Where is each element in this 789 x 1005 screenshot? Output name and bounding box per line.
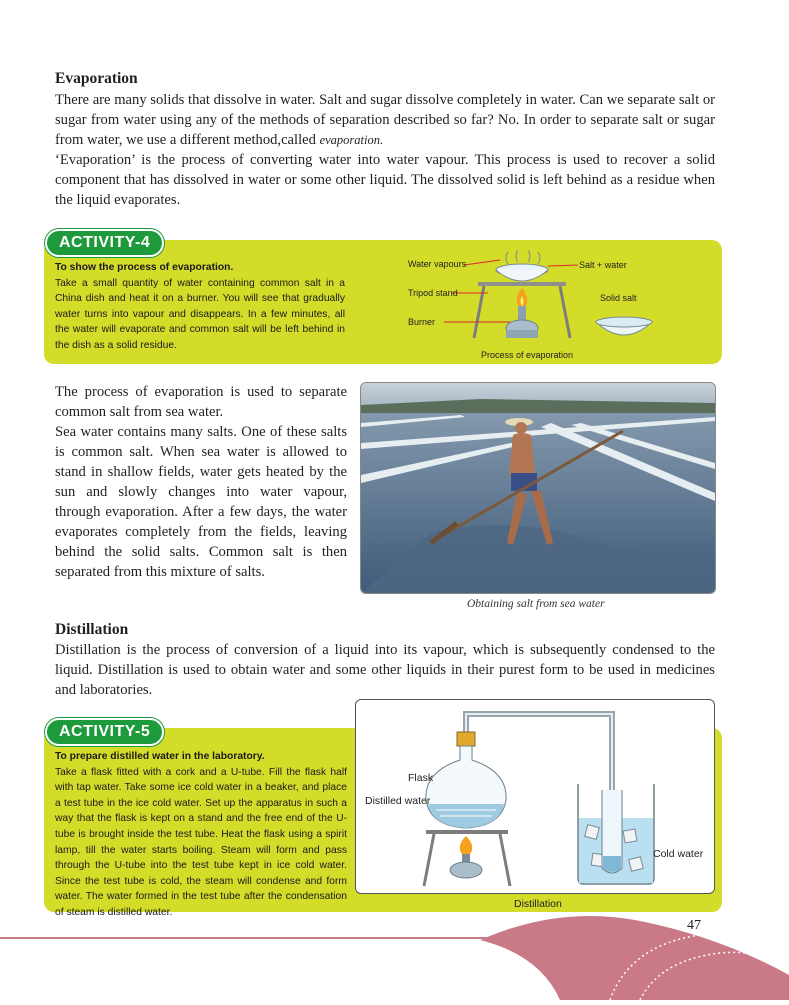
- activity-5-badge: ACTIVITY-5: [45, 718, 164, 746]
- evaporation-caption: Process of evaporation: [481, 350, 574, 360]
- label-salt-water: Salt + water: [579, 260, 627, 270]
- salt-photo-caption: Obtaining salt from sea water: [467, 598, 605, 610]
- activity-5-body: Take a flask fitted with a cork and a U-tube. Fill the flask half with tap water. Take some ice cold water in a beaker, and place a test tube in the ice cold water. Set up the apparatus in such a way that the flask is kept on a stand and the free end of the U-tube is brought inside the test tube. Heat the flask using a spirit lamp, till the water starts boiling. Steam will form and pass through the U-tube into the test tube kept in ice cold water. Since the test tube is cold, the steam will condense and form water. The water formed in the test tube after the condensation of steam is distilled water.: [55, 766, 347, 918]
- footer-decoration: [0, 915, 789, 1000]
- label-flask: Flask: [408, 772, 434, 784]
- evaporation-text: [55, 90, 715, 210]
- evaporation-para-2: ‘Evaporation’ is the process of converting water into water vapour. This process is used to recover a solid component that has dissolved in water or some other liquid. The dissolved solid is left behind as a residue when the liquid evaporates.: [55, 152, 715, 208]
- sea-salt-text: [55, 382, 347, 582]
- activity-4-body: Take a small quantity of water containing common salt in a China dish and heat it on a burner. You will see that gradually water turns into vapour and disappears. In a few minutes, all the water will evaporate and common salt will be left behind in the dish as a solid residue.: [55, 277, 345, 351]
- evaporation-figure: [360, 246, 670, 364]
- label-solid-salt: Solid salt: [600, 293, 637, 303]
- label-tripod-stand: Tripod stand: [408, 288, 458, 298]
- label-cold-water: Cold water: [653, 848, 704, 860]
- activity-5-title: To prepare distilled water in the laboratory.: [55, 751, 265, 762]
- footer-swoosh: [0, 915, 789, 1000]
- distillation-heading: Distillation: [55, 621, 129, 638]
- distillation-text: [55, 640, 715, 700]
- sea-salt-para-1: The process of evaporation is used to separate common salt from sea water.: [55, 384, 347, 420]
- label-burner: Burner: [408, 317, 436, 327]
- activity-4-badge: ACTIVITY-4: [45, 229, 164, 257]
- distillation-caption: Distillation: [514, 898, 562, 910]
- sea-salt-para-2: Sea water contains many salts. One of these salts is common salt. When sea water is allowed to stand in shallow fields, water gets heated by the sun and slowly changes into water vapour, through evaporation. After a few days, the water evaporates completely from the fields, leaving behind the solid salts. Common salt is then separated from this mixture of salts.: [55, 424, 347, 580]
- evaporation-heading: Evaporation: [55, 70, 138, 87]
- label-water-vapours: Water vapours: [408, 259, 467, 269]
- label-distilled-water: Distilled water: [365, 795, 431, 807]
- distillation-figure-frame: [355, 699, 715, 894]
- page-number: 47: [687, 918, 701, 933]
- activity-4-text: [55, 260, 345, 354]
- salt-pan-image: [361, 383, 715, 593]
- activity-5-text: [55, 749, 347, 921]
- evaporation-para-1: There are many solids that dissolve in water. Salt and sugar dissolve completely in water. Can we separate salt or sugar from water using any of the methods of separation described so far? No. In order to separate salt or sugar from water, we use a different method,called evaporation.: [55, 92, 715, 148]
- activity-4-title: To show the process of evaporation.: [55, 262, 234, 273]
- salt-pan-photo: [360, 382, 716, 594]
- distillation-para: Distillation is the process of conversion of a liquid into its vapour, which is subsequently condensed to the liquid. Distillation is used to obtain water and some other liquids in their purest form to be used in medicines and laboratories.: [55, 642, 715, 698]
